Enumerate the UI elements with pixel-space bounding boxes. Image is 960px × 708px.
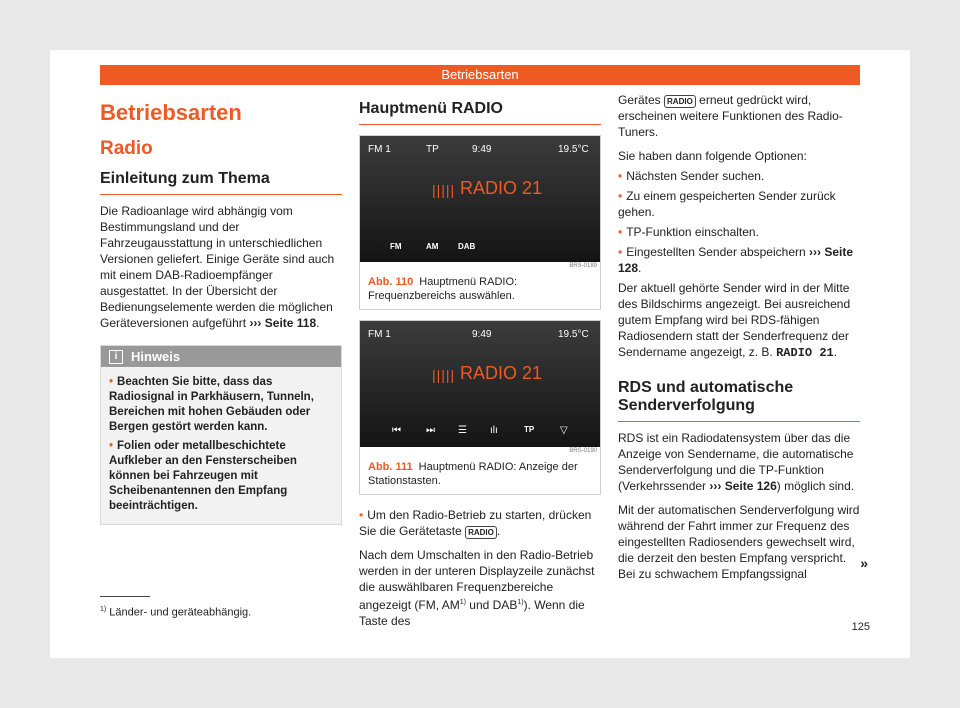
- bullet-icon: •: [109, 376, 114, 388]
- paragraph: Mit der automatischen Senderverfolgung wird während der Fahrt immer zur Frequenz des eingestellten Radiosenders gewechselt wird, die derzeit den besten Empfang verspricht. Bei zu schwachem Empfangssignal: [618, 503, 860, 581]
- bullet-icon: •: [618, 169, 623, 183]
- temperature-label: 19.5°C: [558, 329, 589, 340]
- option-text: TP-Funktion einschalten.: [626, 225, 759, 239]
- figure-caption: [360, 456, 600, 494]
- caption-text: Hauptmenü RADIO: Frequenzbereichs auswählen.: [368, 276, 518, 302]
- tp-button[interactable]: TP: [524, 425, 535, 434]
- tp-label: TP: [426, 144, 439, 155]
- continue-icon: »: [860, 555, 868, 571]
- page-number: 125: [851, 621, 870, 633]
- footnote: [100, 606, 251, 619]
- page-ref-link[interactable]: ››› Seite 126: [709, 479, 777, 493]
- footnote-mark: 1): [100, 606, 107, 613]
- chevron-down-icon[interactable]: ▽: [560, 425, 568, 436]
- station-code: RADIO 21: [776, 346, 834, 360]
- note-item: [109, 375, 333, 435]
- figure-label: Abb. 110: [368, 276, 414, 288]
- list-item: [618, 224, 860, 240]
- list-item: [618, 188, 860, 220]
- time-label: 9:49: [472, 144, 492, 155]
- paragraph: [618, 430, 860, 494]
- paragraph-text: ) möglich sind.: [776, 479, 855, 493]
- footnote-ref: 1): [459, 599, 466, 606]
- paragraph-text: Gerätes: [618, 93, 661, 107]
- figure-label: Abb. 111: [368, 461, 413, 473]
- column-right: [618, 92, 860, 582]
- page-ref-link[interactable]: ››› Seite 128: [618, 245, 854, 275]
- paragraph: • Um den Radio-Betrieb zu starten, drücken Sie die Gerätetaste RADIO .: [359, 508, 592, 538]
- paragraph-text: Um den Radio-Betrieb zu starten, drücken Sie die Gerätetaste: [359, 508, 592, 538]
- dab-button[interactable]: DAB: [458, 242, 476, 251]
- list-icon[interactable]: ☰: [458, 425, 467, 436]
- page-title: Betriebsarten: [100, 100, 242, 125]
- info-icon: i: [109, 350, 123, 364]
- chapter-header: Betriebsarten: [100, 65, 860, 85]
- column-middle: [359, 100, 601, 629]
- section-heading: Einleitung zum Thema: [100, 170, 342, 195]
- radio-key-icon: RADIO: [465, 526, 497, 539]
- section-heading: Hauptmenü RADIO: [359, 100, 601, 125]
- note-text: Folien oder metallbeschichtete Aufkleber an den Fensterscheiben können bei Fahrzeugen mit Scheibenantennen den Empfang beeinträchtigen.: [109, 440, 297, 512]
- note-text: Beachten Sie bitte, dass das Radiosignal in Parkhäusern, Tunneln, Bereichen mit hohen Gebäuden oder Bergen gestört werden kann.: [109, 376, 314, 433]
- radio-screen: [360, 321, 600, 447]
- paragraph-text: ). Wenn die Taste des: [359, 598, 585, 628]
- section-heading: RDS und automatische Senderverfolgung: [618, 379, 860, 422]
- page-ref-link[interactable]: ››› Seite 118: [249, 316, 317, 330]
- next-icon[interactable]: ⏭: [426, 425, 435, 436]
- figure-id: BRS-0190: [569, 448, 597, 454]
- paragraph-text: RDS ist ein Radiodatensystem über das die Anzeige von Sendername, die automatische Senderverfolgung und die TP-Funktion (Verkehrssender: [618, 431, 854, 493]
- figure-110: [359, 135, 601, 310]
- paragraph: [359, 547, 601, 629]
- footnote-ref: 1): [517, 599, 524, 606]
- bullet-icon: •: [618, 225, 623, 239]
- previous-icon[interactable]: ⏮: [392, 425, 401, 436]
- temperature-label: 19.5°C: [558, 144, 589, 155]
- note-title: Hinweis: [131, 349, 181, 364]
- bullet-icon: •: [359, 508, 364, 522]
- footnote-text: Länder- und geräteabhängig.: [109, 606, 252, 619]
- figure-caption: [360, 271, 600, 309]
- intro-text: Die Radioanlage wird abhängig vom Bestimmungsland und der Fahrzeugausstattung in unterschiedlichen Versionen geliefert. Einige Geräte sind auch mit einem DAB-Radioempfänger ausgestattet. In der Übersicht der Bedienungselemente werden die möglichen Geräteversionen aufgeführt: [100, 204, 335, 330]
- band-label: FM 1: [368, 144, 391, 155]
- note-item: [109, 439, 333, 514]
- paragraph-text: Der aktuell gehörte Sender wird in der Mitte des Bildschirms angezeigt. Bei ausreichend gutem Empfang wird bei RDS-fähigen Radiosendern statt der Senderfrequenz der Sendername angezeigt, z. B.: [618, 281, 851, 359]
- note-body: [101, 367, 341, 524]
- signal-bars-icon: |||||: [432, 182, 456, 198]
- paragraph: Der aktuell gehörte Sender wird in der Mitte des Bildschirms angezeigt. Bei ausreichend gutem Empfang wird bei RDS-fähigen Radiosendern statt der Senderfrequenz der Sendername angezeigt, z. B. RADIO 21.: [618, 281, 851, 360]
- paragraph-text: und DAB: [465, 598, 518, 612]
- bullet-icon: •: [618, 245, 623, 259]
- caption-text: Hauptmenü RADIO: Anzeige der Stationstasten.: [368, 461, 578, 487]
- paragraph-text: erneut gedrückt wird, erscheinen weitere Funktionen des Radio-Tuners.: [618, 93, 843, 139]
- subtitle: Radio: [100, 138, 153, 159]
- am-button[interactable]: AM: [426, 242, 439, 251]
- footnote-divider: [100, 596, 150, 597]
- radio-screen: [360, 136, 600, 262]
- signal-icon[interactable]: ılı: [490, 425, 498, 436]
- option-text: Nächsten Sender suchen.: [626, 169, 765, 183]
- figure-id: BRS-0189: [569, 263, 597, 269]
- paragraph-text: Nach dem Umschalten in den Radio-Betrieb werden in der unteren Displayzeile zunächst die auswählbaren Frequenzbereiche angezeigt (FM, AM: [359, 548, 595, 612]
- figure-111: [359, 320, 601, 495]
- station-name: RADIO 21: [460, 363, 543, 383]
- intro-paragraph: Die Radioanlage wird abhängig vom Bestimmungsland und der Fahrzeugausstattung in unterschiedlichen Versionen geliefert. Einige Geräte sind auch mit einem DAB-Radioempfänger ausgestattet. In der Übersicht der Bedienungselemente werden die möglichen Geräteversionen aufgeführt ››› Seite 118.: [100, 204, 335, 330]
- bullet-icon: •: [618, 189, 623, 203]
- list-item: • Eingestellten Sender abspeichern ››› Seite 128.: [618, 245, 854, 275]
- manual-page: [50, 50, 910, 658]
- paragraph: [618, 92, 860, 140]
- list-item: [618, 168, 860, 184]
- note-box: [100, 345, 342, 525]
- column-left: [100, 100, 342, 525]
- option-text: Zu einem gespeicherten Sender zurück gehen.: [618, 189, 836, 219]
- note-header: [101, 346, 341, 367]
- paragraph: Sie haben dann folgende Optionen:: [618, 149, 807, 163]
- band-label: FM 1: [368, 329, 391, 340]
- signal-bars-icon: |||||: [432, 367, 456, 383]
- option-text: Eingestellten Sender abspeichern: [626, 245, 806, 259]
- fm-button[interactable]: FM: [390, 242, 402, 251]
- bullet-icon: •: [109, 440, 114, 452]
- time-label: 9:49: [472, 329, 492, 340]
- radio-key-icon: RADIO: [664, 95, 696, 108]
- station-name: RADIO 21: [460, 178, 543, 198]
